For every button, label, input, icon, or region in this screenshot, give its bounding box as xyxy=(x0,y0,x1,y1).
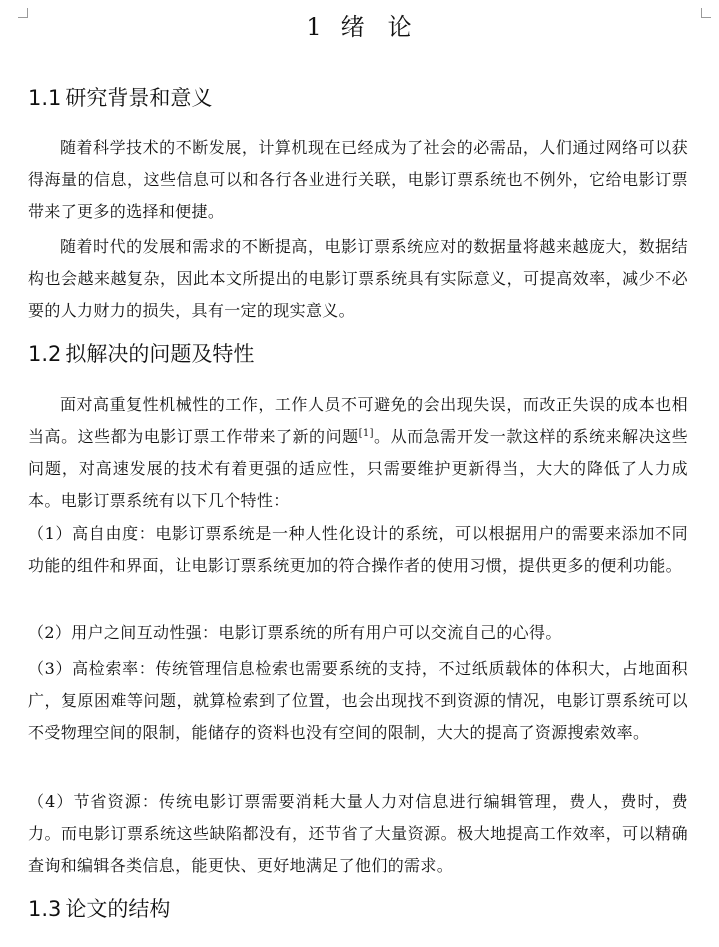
paragraph-text: 面对高重复性机械性的工作，工作人员不可避免的会出现失误，而改正失误的成本也相当高。这些都为电影订票工作带来了新的问题 xyxy=(28,395,688,446)
paragraph-problems xyxy=(28,389,688,517)
chapter-number: 1 xyxy=(306,13,323,41)
paragraph-background-2: 随着时代的发展和需求的不断提高，电影订票系统应对的数据量将越来越庞大，数据结构也会越来越复杂，因此本文所提出的电影订票系统具有实际意义，可提高效率，减少不必要的人力财力的损失，具有一定的现实意义。 xyxy=(28,237,688,320)
section-heading-1-2 xyxy=(28,340,254,368)
section-title: 研究背景和意义 xyxy=(65,86,213,110)
chapter-title xyxy=(0,10,719,44)
chapter-title-char-1: 绪 xyxy=(340,13,366,41)
section-number: 1.1 xyxy=(28,86,62,110)
feature-item-2: （2）用户之间互动性强：电影订票系统的所有用户可以交流自己的心得。 xyxy=(28,623,562,642)
section-number: 1.3 xyxy=(28,897,62,921)
paragraph-background-1: 随着科学技术的不断发展，计算机现在已经成为了社会的必需品，人们通过网络可以获得海量的信息，这些信息可以和各行各业进行关联，电影订票系统也不例外，它给电影订票带来了更多的选择和便捷。 xyxy=(28,138,688,221)
paragraph-text: 。从而急需开发一款这样的系统来解决这些问题，对高速发展的技术有着更强的适应性，只需要维护更新得当，大大的降低了人力成本。电影订票系统有以下几个特性： xyxy=(28,427,688,510)
section-heading-1-3 xyxy=(28,895,170,923)
feature-item-1: （1）高自由度：电影订票系统是一种人性化设计的系统，可以根据用户的需要来添加不同功能的组件和界面，让电影订票系统更加的符合操作者的使用习惯，提供更多的便利功能。 xyxy=(28,524,688,575)
citation-ref-1[interactable]: [1] xyxy=(358,428,374,439)
feature-item-3: （3）高检索率：传统管理信息检索也需要系统的支持，不过纸质载体的体积大，占地面积广，复原困难等问题，就算检索到了位置，也会出现找不到资源的情况，电影订票系统可以不受物理空间的限制，能储存的资料也没有空间的限制，大大的提高了资源搜索效率。 xyxy=(28,659,688,742)
section-number: 1.2 xyxy=(28,342,62,366)
section-title: 拟解决的问题及特性 xyxy=(65,342,255,366)
feature-item-4: （4）节省资源：传统电影订票需要消耗大量人力对信息进行编辑管理，费人，费时，费力。而电影订票系统这些缺陷都没有，还节省了大量资源。极大地提高工作效率，可以精确查询和编辑各类信息，能更快、更好地满足了他们的需求。 xyxy=(28,792,688,875)
chapter-title-char-2: 论 xyxy=(387,13,413,41)
section-heading-1-1 xyxy=(28,84,212,112)
section-title: 论文的结构 xyxy=(65,897,171,921)
